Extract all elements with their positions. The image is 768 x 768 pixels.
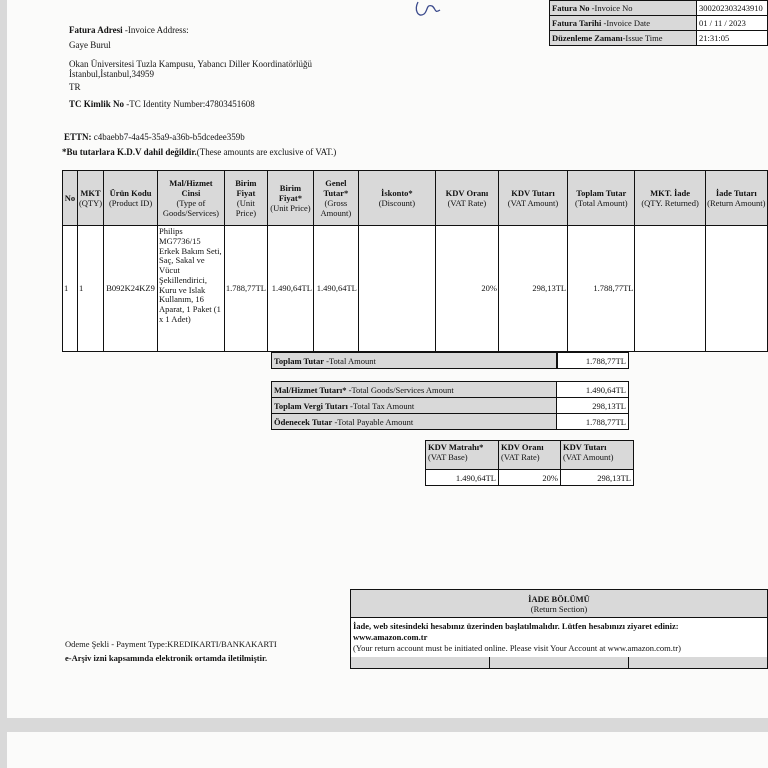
table-row: [426, 470, 634, 486]
total-amount-table: [271, 352, 557, 369]
header-qty: MKT (QTY): [77, 171, 103, 226]
return-section-header: [350, 589, 768, 618]
header-vat-rate-2: KDV Oranı (VAT Rate): [499, 441, 561, 470]
header-unit-price-ex: Birim Fiyat* (Unit Price): [267, 171, 313, 226]
vat-breakdown-table: [425, 440, 634, 486]
cell-total-amount: 1.788,77TL: [568, 226, 635, 352]
payable-amount-value: 1.788,77TL: [557, 414, 629, 430]
return-instructions: İade, web sitesindeki hesabınız üzerinden başlatılmalıdır. Lütfen hesabınızı ziyaret ediniz:: [353, 621, 679, 631]
total-amount-row: Toplam Tutar -Total Amount: [272, 353, 557, 369]
cell-description: Philips MG7736/15 Erkek Bakım Seti, Saç, Sakal ve Vücut Şekillendirici, Kuru ve Islak Kullanım, 16 Aparat, 1 Paket (1 x 1 Adet): [158, 226, 225, 352]
invoice-items-table: [62, 170, 768, 352]
header-goods-type: Mal/Hizmet Cinsi (Type of Goods/Services): [158, 171, 225, 226]
header-product-id: Ürün Kodu (Product ID): [104, 171, 158, 226]
cell-discount: [358, 226, 435, 352]
summary-table: [271, 381, 629, 430]
meta-row: Düzenleme Zamanı-Issue Time 21:31:05: [550, 31, 768, 46]
cell-return-amount: [705, 226, 767, 352]
vat-rate-value: 20%: [499, 470, 561, 486]
cell-product-id: B092K24KZ9: [104, 226, 158, 352]
cell-vat-amount: 298,13TL: [498, 226, 567, 352]
summary-row: Ödenecek Tutar -Total Payable Amount 1.788,77TL: [272, 414, 629, 430]
header-gross-amount: Genel Tutar* (Gross Amount): [313, 171, 358, 226]
summary-row: Toplam Vergi Tutarı -Total Tax Amount 298,13TL: [272, 398, 629, 414]
return-link[interactable]: www.amazon.com.tr: [353, 632, 428, 643]
goods-amount-value: 1.490,64TL: [557, 382, 629, 398]
cell-vat-rate: 20%: [435, 226, 498, 352]
header-unit-price: Birim Fiyat (Unit Price): [224, 171, 267, 226]
invoice-address-block: [69, 25, 312, 110]
items-header-row: [63, 171, 768, 226]
vat-breakdown-header: [426, 441, 634, 470]
payment-type: Odeme Şekli - Payment Type:KREDIKARTI/BANKAKARTI: [65, 639, 277, 649]
table-row: [63, 226, 768, 352]
vat-base-value: 1.490,64TL: [426, 470, 499, 486]
header-vat-amount: KDV Tutarı (VAT Amount): [498, 171, 567, 226]
ettn-line: ETTN: c4baebb7-4a45-35a9-a36b-b5dcedee359b: [64, 132, 245, 142]
vat-amount-value: 298,13TL: [561, 470, 634, 486]
header-total-amount: Toplam Tutar (Total Amount): [568, 171, 635, 226]
cell-gross-amount: 1.490,64TL: [313, 226, 358, 352]
return-instructions-en: (Your return account must be initiated online. Please visit Your Account at www.amazon.com.tr): [353, 643, 681, 654]
summary-row: Mal/Hizmet Tutarı* -Total Goods/Services Amount 1.490,64TL: [272, 382, 629, 398]
cell-unit-price: 1.788,77TL: [224, 226, 267, 352]
address-line-2: İstanbul,İstanbul,34959: [69, 69, 154, 80]
vat-exclusive-note: *Bu tutarlara K.D.V dahil değildir.(These amounts are exclusive of VAT.): [62, 147, 337, 157]
header-vat-rate: KDV Oranı (VAT Rate): [435, 171, 498, 226]
next-page-edge: [7, 732, 768, 768]
header-no: No: [63, 171, 78, 226]
customer-name: Gaye Burul: [69, 39, 111, 50]
signature-scribble: [412, 0, 452, 22]
header-vat-base: KDV Matrahı* (VAT Base): [426, 441, 499, 470]
earsiv-note: e-Arşiv izni kapsamında elektronik ortamda iletilmiştir.: [65, 653, 268, 663]
header-discount: İskonto* (Discount): [358, 171, 435, 226]
header-return-amount: İade Tutarı (Return Amount): [705, 171, 767, 226]
invoice-meta-table: [549, 0, 768, 46]
address-line-1: Okan Üniversitesi Tuzla Kampusu, Yabancı Diller Koordinatörlüğü: [69, 58, 312, 69]
return-section-footer: [350, 657, 768, 669]
cell-unit-price-ex: 1.490,64TL: [267, 226, 313, 352]
header-vat-amount-2: KDV Tutarı (VAT Amount): [561, 441, 634, 470]
total-amount-value-table: [557, 352, 629, 369]
meta-row: Fatura No -Invoice No 300202303243910: [550, 1, 768, 16]
invoice-number: 300202303243910: [697, 1, 768, 16]
return-section: [350, 589, 768, 669]
issue-time: 21:31:05: [697, 31, 768, 46]
return-section-body: [350, 618, 768, 657]
header-qty-returned: MKT. İade (QTY. Returned): [635, 171, 705, 226]
tc-identity-number: TC Kimlik No -TC Identity Number:47803451608: [69, 98, 255, 109]
address-country: TR: [69, 82, 81, 93]
cell-qty: 1: [77, 226, 103, 352]
address-heading: Fatura Adresi -Invoice Address:: [69, 25, 189, 35]
cell-qty-returned: [635, 226, 705, 352]
tax-amount-value: 298,13TL: [557, 398, 629, 414]
meta-row: Fatura Tarihi -Invoice Date 01 / 11 / 2023: [550, 16, 768, 31]
total-amount-value: 1.788,77TL: [558, 353, 629, 369]
cell-no: 1: [63, 226, 78, 352]
invoice-page: [7, 0, 768, 718]
return-section-subtitle: (Return Section): [530, 604, 588, 615]
return-section-title: İADE BÖLÜMÜ: [528, 594, 590, 604]
invoice-date: 01 / 11 / 2023: [697, 16, 768, 31]
